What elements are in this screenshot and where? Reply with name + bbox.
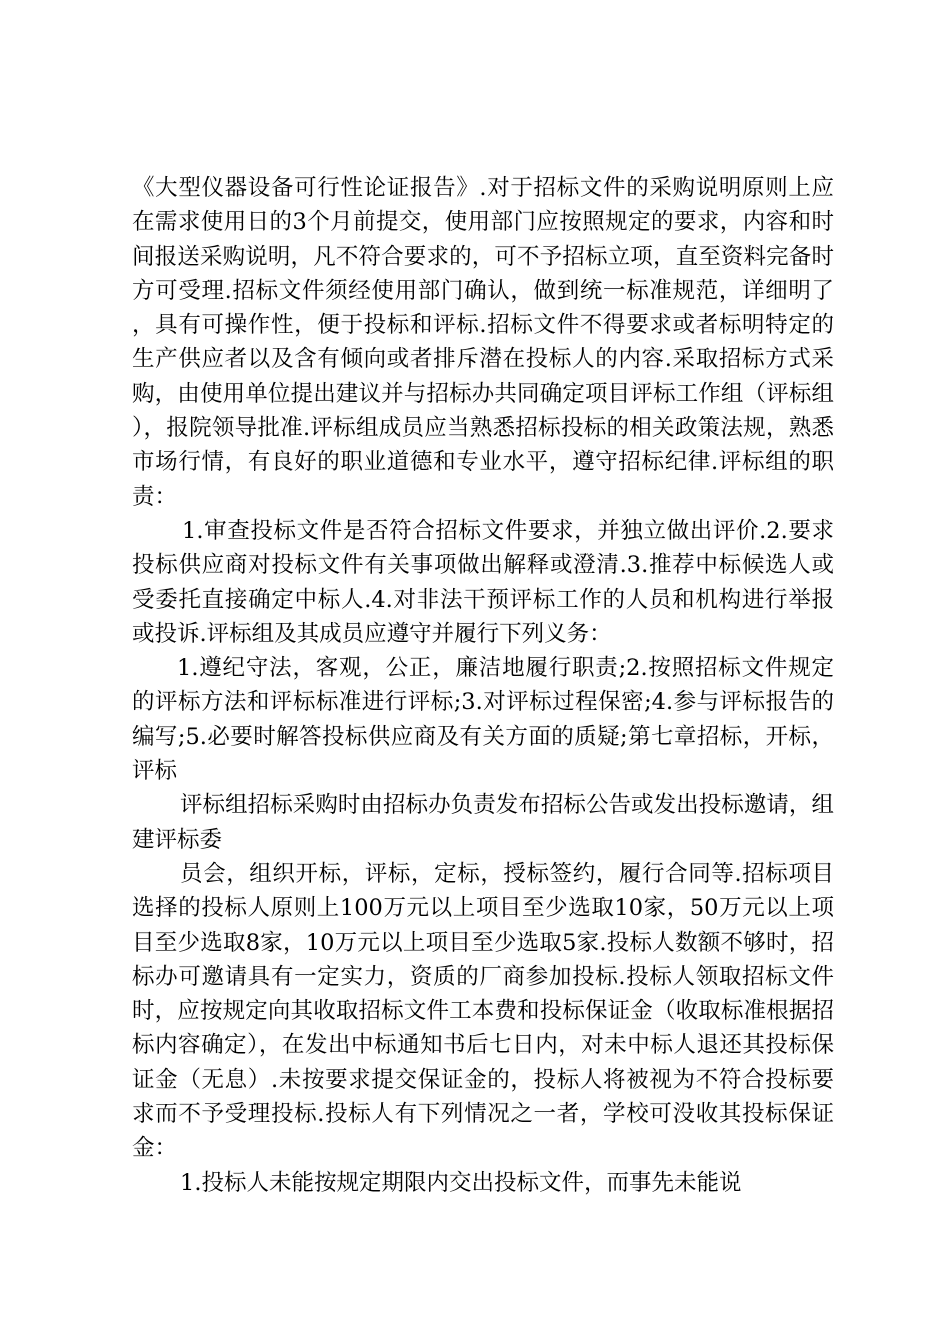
paragraph-procurement-rules: 《大型仪器设备可行性论证报告》.对于招标文件的采购说明原则上应在需求使用日的3个月前提交，使用部门应按照规定的要求，内容和时间报送采购说明，凡不符合要求的，可不予招标立项，直至资料完备时方可受理.招标文件须经使用部门确认，做到统一标准规范，详细明了，具有可操作性，便于投标和评标.招标文件不得要求或者标明特定的生产供应者以及含有倾向或者排斥潜在投标人的内容.采取招标方式采购，由使用单位提出建议并与招标办共同确定项目评标工作组（评标组），报院领导批准.评标组成员应当熟悉招标投标的相关政策法规，熟悉市场行情，有良好的职业道德和专业水平，遵守招标纪律.评标组的职责： — [132, 175, 834, 510]
document-body — [132, 171, 834, 1200]
paragraph-deposit-forfeit: 1.投标人未能按规定期限内交出投标文件，而事先未能说 — [180, 1169, 742, 1196]
paragraph-panel-obligations: 1.遵纪守法，客观，公正，廉洁地履行职责;2.按照招标文件规定的评标方法和评标标准进行评标;3.对评标过程保密;4.参与评标报告的编写;5.必要时解答投标供应商及有关方面的质疑;第七章招标，开标，评标 — [132, 655, 834, 785]
paragraph-panel-formation: 评标组招标采购时由招标办负责发布招标公告或发出投标邀请，组建评标委 — [132, 792, 834, 853]
paragraph-bidder-selection: 员会，组织开标，评标，定标，授标签约，履行合同等.招标项目选择的投标人原则上100万元以上项目至少选取10家，50万元以上项目至少选取8家，10万元以上项目至少选取5家.投标人数额不够时，招标办可邀请具有一定实力，资质的厂商参加投标.投标人领取招标文件时，应按规定向其收取招标文件工本费和投标保证金（收取标准根据招标内容确定），在发出中标通知书后七日内，对未中标人退还其投标保证金（无息）.未按要求提交保证金的，投标人将被视为不符合投标要求而不予受理投标.投标人有下列情况之一者，学校可没收其投标保证金： — [132, 860, 834, 1162]
paragraph-panel-duties: 1.审查投标文件是否符合招标文件要求，并独立做出评价.2.要求投标供应商对投标文件有关事项做出解释或澄清.3.推荐中标候选人或受委托直接确定中标人.4.对非法干预评标工作的人员和机构进行举报或投诉.评标组及其成员应遵守并履行下列义务： — [132, 517, 834, 647]
